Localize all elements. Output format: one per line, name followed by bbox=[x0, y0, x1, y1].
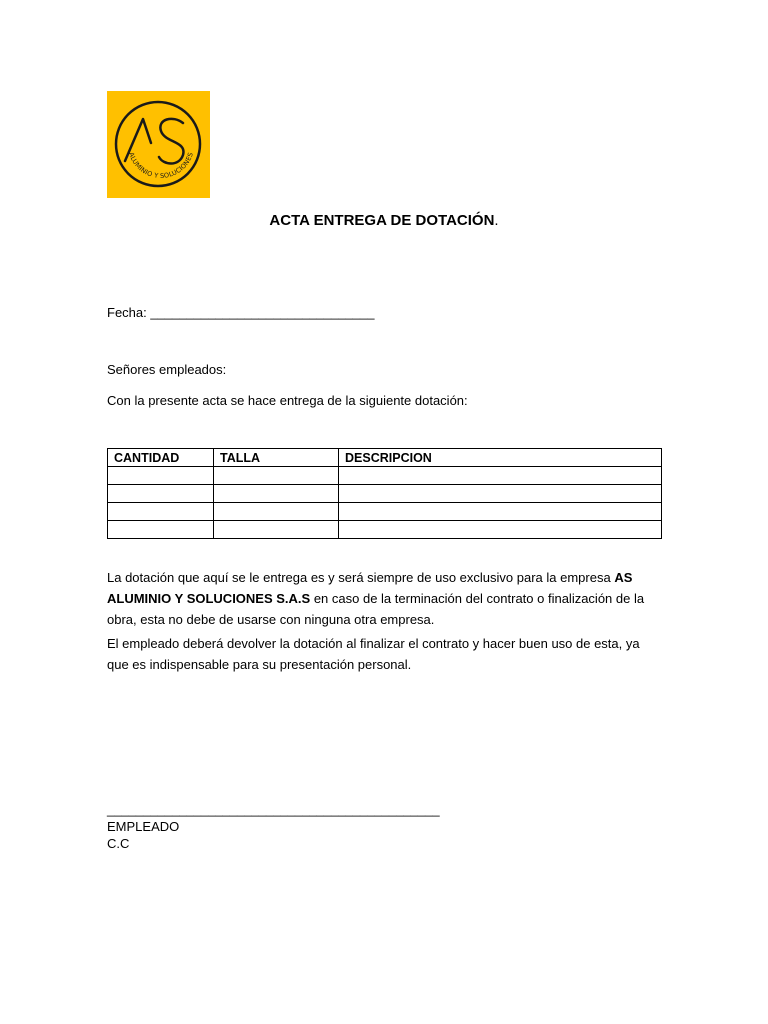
fecha-field: Fecha: _______________________________ bbox=[107, 305, 375, 320]
company-name: AS ALUMINIO Y SOLUCIONES S.A.S bbox=[107, 570, 633, 606]
company-logo-mark bbox=[107, 91, 210, 198]
dotacion-table bbox=[107, 448, 662, 539]
table-cell bbox=[214, 521, 339, 539]
usage-paragraph bbox=[107, 567, 662, 630]
usage-text-after: en caso de la terminación del contrato o finalización de la obra, esta no debe de usarse con ninguna otra empresa. bbox=[107, 591, 645, 627]
greeting: Señores empleados: bbox=[107, 362, 227, 377]
table-cell bbox=[108, 485, 214, 503]
header-cantidad: CANTIDAD bbox=[108, 449, 214, 467]
table-cell bbox=[339, 521, 662, 539]
table-header-row bbox=[108, 449, 662, 467]
logo-ring-text: ALUMINIO Y SOLUCIONES bbox=[127, 151, 195, 180]
intro-text: Con la presente acta se hace entrega de la siguiente dotación: bbox=[107, 393, 468, 408]
table-row bbox=[108, 467, 662, 485]
title-trailing-period: . bbox=[494, 212, 499, 229]
table-cell bbox=[108, 467, 214, 485]
table-row bbox=[108, 503, 662, 521]
id-label: C.C bbox=[107, 836, 130, 851]
table-cell bbox=[339, 485, 662, 503]
title-text: ACTA ENTREGA DE DOTACIÓN bbox=[269, 212, 495, 229]
header-descripcion: DESCRIPCION bbox=[339, 449, 662, 467]
document-title bbox=[0, 212, 768, 229]
usage-text-before: La dotación que aquí se le entrega es y será siempre de uso exclusivo para la empresa bbox=[107, 570, 615, 585]
header-talla: TALLA bbox=[214, 449, 339, 467]
table-cell bbox=[339, 503, 662, 521]
table-cell bbox=[214, 485, 339, 503]
company-logo bbox=[107, 91, 210, 198]
signature-label: EMPLEADO bbox=[107, 819, 180, 834]
table-row bbox=[108, 485, 662, 503]
table-cell bbox=[214, 467, 339, 485]
signature-line: ______________________________________________ bbox=[107, 802, 440, 817]
table-cell bbox=[108, 521, 214, 539]
table-cell bbox=[108, 503, 214, 521]
table-row bbox=[108, 521, 662, 539]
table-cell bbox=[214, 503, 339, 521]
return-paragraph: El empleado deberá devolver la dotación al finalizar el contrato y hacer buen uso de esta, ya que es indispensable para su presentación personal. bbox=[107, 636, 640, 672]
table-cell bbox=[339, 467, 662, 485]
